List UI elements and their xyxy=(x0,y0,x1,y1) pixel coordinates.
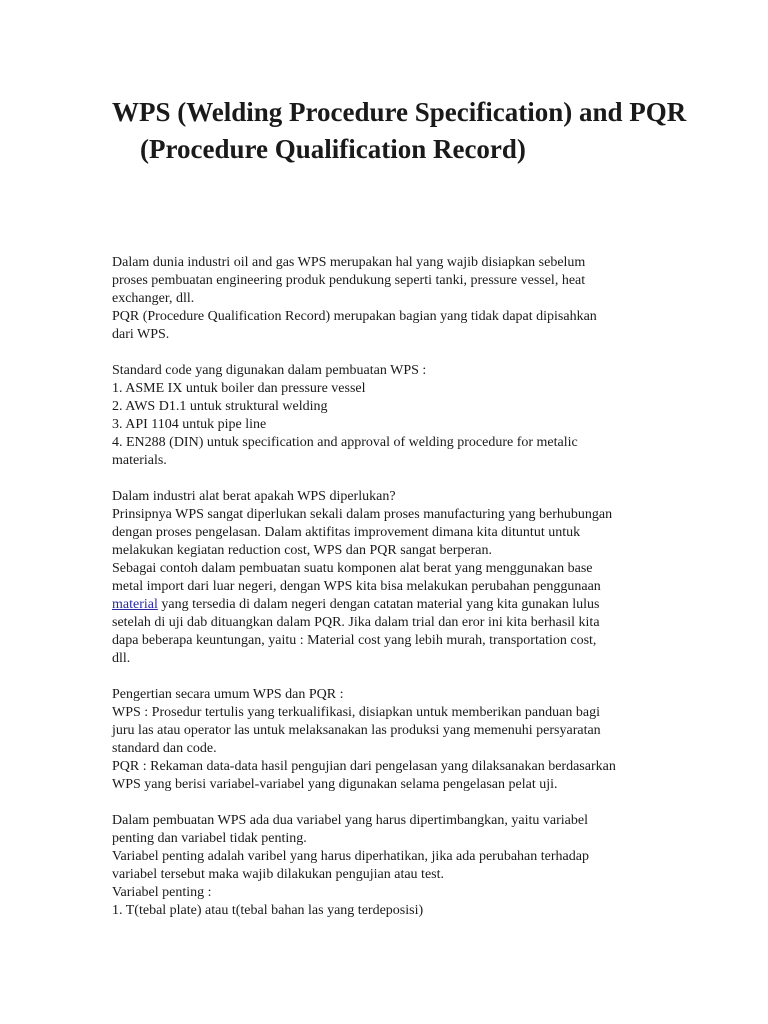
text-line: materials. xyxy=(112,453,167,468)
list-item: 3. API 1104 untuk pipe line xyxy=(112,417,267,432)
text-line: metal import dari luar negeri, dengan WPS kita bisa melakukan perubahan penggunaan xyxy=(112,579,601,594)
text-line: variabel tersebut maka wajib dilakukan pengujian atau test. xyxy=(112,867,444,882)
text-line: dari WPS. xyxy=(112,327,170,342)
paragraph-intro xyxy=(112,254,660,344)
list-item: 4. EN288 (DIN) untuk specification and approval of welding procedure for metalic xyxy=(112,435,578,450)
paragraph-definitions xyxy=(112,686,660,794)
text-line: standard dan code. xyxy=(112,741,217,756)
list-item: 1. T(tebal plate) atau t(tebal bahan las yang terdeposisi) xyxy=(112,903,424,918)
page-title: WPS (Welding Procedure Specification) and PQR (Procedure Qualification Record) xyxy=(112,97,687,164)
text-line: Dalam pembuatan WPS ada dua variabel yang harus dipertimbangkan, yaitu variabel xyxy=(112,813,588,828)
text-line: Variabel penting : xyxy=(112,885,212,900)
text-line: dapa beberapa keuntungan, yaitu : Material cost yang lebih murah, transportation cost, xyxy=(112,633,597,648)
text-line: melakukan kegiatan reduction cost, WPS dan PQR sangat berperan. xyxy=(112,543,492,558)
paragraph-spacer xyxy=(112,794,660,812)
material-link[interactable]: material xyxy=(112,597,158,612)
paragraph-spacer xyxy=(112,470,660,488)
text-line: Standard code yang digunakan dalam pembuatan WPS : xyxy=(112,363,427,378)
text-line: Dalam dunia industri oil and gas WPS merupakan hal yang wajib disiapkan sebelum xyxy=(112,255,586,270)
text-line: WPS yang berisi variabel-variabel yang digunakan selama pengelasan pelat uji. xyxy=(112,777,558,792)
paragraph-standard-codes xyxy=(112,362,660,470)
document-body xyxy=(112,254,660,920)
text-line: WPS : Prosedur tertulis yang terkualifikasi, disiapkan untuk memberikan panduan bagi xyxy=(112,705,600,720)
text-line: setelah di uji dab dituangkan dalam PQR. Jika dalam trial dan eror ini kita berhasil kita xyxy=(112,615,600,630)
text-line: PQR (Procedure Qualification Record) merupakan bagian yang tidak dapat dipisahkan xyxy=(112,309,597,324)
text-line: Sebagai contoh dalam pembuatan suatu komponen alat berat yang menggunakan base xyxy=(112,561,593,576)
text-line: penting dan variabel tidak penting. xyxy=(112,831,307,846)
text-line: Prinsipnya WPS sangat diperlukan sekali dalam proses manufacturing yang berhubungan xyxy=(112,507,613,522)
list-item: 1. ASME IX untuk boiler dan pressure vessel xyxy=(112,381,366,396)
list-item: 2. AWS D1.1 untuk struktural welding xyxy=(112,399,328,414)
paragraph-heavy-equipment xyxy=(112,488,660,668)
text-line: PQR : Rekaman data-data hasil pengujian dari pengelasan yang dilaksanakan berdasarkan xyxy=(112,759,616,774)
text-line: proses pembuatan engineering produk pendukung seperti tanki, pressure vessel, heat xyxy=(112,273,586,288)
text-line: dengan proses pengelasan. Dalam aktifitas improvement dimana kita dituntut untuk xyxy=(112,525,581,540)
paragraph-spacer xyxy=(112,668,660,686)
paragraph-spacer xyxy=(112,344,660,362)
text-line-with-link xyxy=(112,596,660,614)
text-line: dll. xyxy=(112,651,131,666)
text-line: juru las atau operator las untuk melaksanakan las produksi yang memenuhi persyaratan xyxy=(112,723,601,738)
text-line: Variabel penting adalah varibel yang harus diperhatikan, jika ada perubahan terhadap xyxy=(112,849,589,864)
paragraph-variables xyxy=(112,812,660,920)
text-line: Pengertian secara umum WPS dan PQR : xyxy=(112,687,344,702)
text-line: Dalam industri alat berat apakah WPS diperlukan? xyxy=(112,489,396,504)
text-segment: yang tersedia di dalam negeri dengan catatan material yang kita gunakan lulus xyxy=(157,597,600,612)
text-line: exchanger, dll. xyxy=(112,291,195,306)
